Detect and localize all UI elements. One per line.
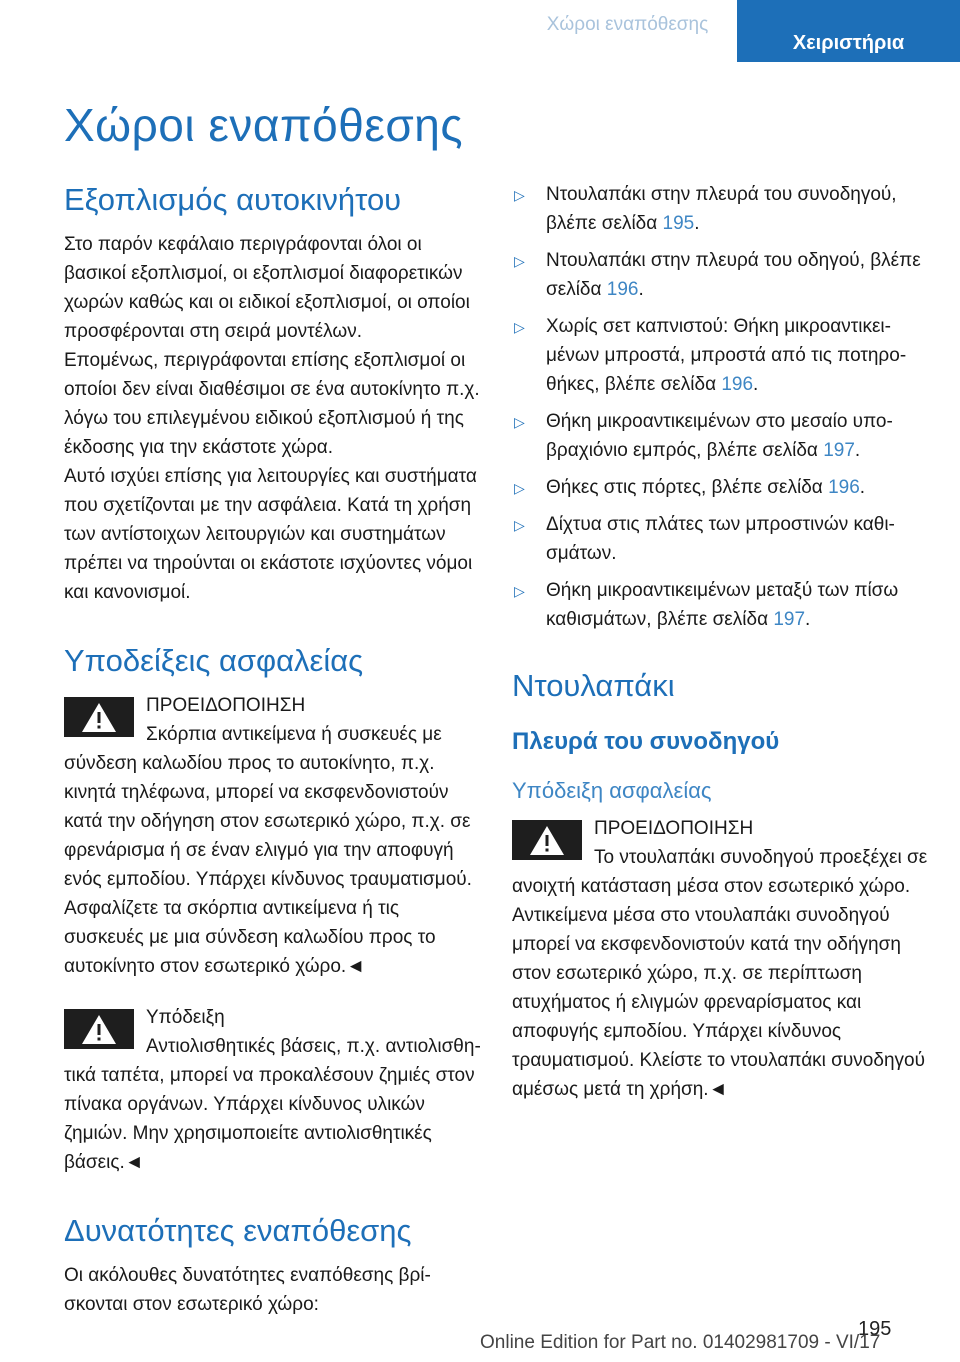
note-text: Αντιολισθητικές βάσεις, π.χ. αντιολισθητικά ταπέτα, μπορεί να προκαλέσουν ζημιές στον πίνακα οργάνων. Υπάρχει κίνδυνος υλικών ζημιών. Μην χρησιμοποιείτε αντιολισθητικές βάσεις.◄ xyxy=(64,1036,481,1173)
safety-heading: Υποδείξεις ασφαλείας xyxy=(64,643,364,678)
page-link[interactable]: 196 xyxy=(828,477,860,498)
triangle-right-icon: ▷ xyxy=(514,583,525,599)
page-title: Χώροι εναπόθεσης xyxy=(64,99,463,151)
equipment-paragraph-1: Στο παρόν κεφάλαιο περιγράφονται όλοι οι βασικοί εξοπλισμοί, οι εξοπλισμοί διαφορετικών χωρών καθώς και οι ειδικοί εξοπλισμοί, οι οποίοι προσφέρονται στη σειρά μοντέλων. xyxy=(64,234,470,342)
list-item: ▷ Ντουλαπάκι στην πλευρά του συνοδηγού, βλέπε σελίδα 195. xyxy=(512,180,930,238)
header-chapter-tab: Χειριστήρια xyxy=(737,0,960,62)
right-column xyxy=(512,180,930,1104)
page-link[interactable]: 196 xyxy=(721,374,754,395)
warning-triangle-icon xyxy=(64,697,134,737)
note-title: Υπόδειξη xyxy=(146,1007,225,1028)
list-item: ▷ Ντουλαπάκι στην πλευρά του οδηγού, βλέπε σελίδα 196. xyxy=(512,246,930,304)
equipment-paragraph-3: Αυτό ισχύει επίσης για λειτουργίες και συστήματα που σχετίζονται με την ασφάλεια. Κατά τη χρήση των αντίστοιχων λειτουργιών και συστημάτων πρέπει να τηρούνται οι εκάστοτε ισχύοντες νόμοι και κανονισμοί. xyxy=(64,466,477,603)
page-link[interactable]: 196 xyxy=(606,279,639,300)
glovebox-heading: Ντουλαπάκι xyxy=(512,668,675,703)
equipment-paragraph-2: Επομένως, περιγράφονται επίσης εξοπλισμοί οι οποίοι δεν είναι διαθέσιμοι σε ένα αυτοκίνητο π.χ. λόγω του επιλεγμένου ειδικού εξοπλισμού ή της έκδοσης για την εκάστοτε χώρα. xyxy=(64,350,480,458)
triangle-right-icon: ▷ xyxy=(514,414,525,430)
header-section-title: Χώροι εναπόθεσης xyxy=(546,14,709,35)
page-number: 195 xyxy=(858,1318,892,1340)
left-column xyxy=(64,180,482,1319)
warning-title: ΠΡΟΕΙΔΟΠΟΙΗΣΗ xyxy=(146,695,306,716)
footer-edition: Online Edition for Part no. 01402981709 - VI/17 xyxy=(480,1332,881,1353)
list-item: ▷ Χωρίς σετ καπνιστού: Θήκη μικροαντικειμένων μπροστά, μπροστά από τις ποτηροθήκες, βλέπε σελίδα 196. xyxy=(512,312,930,399)
equipment-heading: Εξοπλισμός αυτοκινήτου xyxy=(64,182,402,217)
safety-subheading: Υπόδειξη ασφαλείας xyxy=(512,778,712,803)
warning-text: Το ντουλαπάκι συνοδηγού προεξέχει σε ανοιχτή κατάσταση μέσα στον εσωτερικό χώρο. Αντικείμενα μέσα στο ντουλαπάκι συνοδηγού μπορεί να εκσφενδονιστούν κατά την οδήγηση στον εσωτερικό χώρο, π.χ. σε περίπτωση ατυχήματος ή ελιγμών φρεναρίσματος και αποφυγής εμποδίου. Υπάρχει κίνδυνος τραυματισμού. Κλείστε το ντουλαπάκι συνοδηγού αμέσως μετά τη χρήση.◄ xyxy=(512,847,928,1100)
page-link[interactable]: 197 xyxy=(773,609,806,630)
triangle-right-icon: ▷ xyxy=(514,517,525,533)
triangle-right-icon: ▷ xyxy=(514,253,525,269)
page-link[interactable]: 197 xyxy=(823,440,855,461)
triangle-right-icon: ▷ xyxy=(514,187,525,203)
warning-text: Σκόρπια αντικείμενα ή συσκευές με σύνδεση καλωδίου προς το αυτοκίνητο, π.χ. κινητά τηλέφωνα, μπορεί να εκσφενδονιστούν κατά την οδήγηση στον εσωτερικό χώρο, π.χ. σε φρενάρισμα ή σε έναν ελιγμό για την αποφυγή ενός εμποδίου. Υπάρχει κίνδυνος τραυματισμού. Ασφαλίζετε τα σκόρπια αντικείμενα ή τις συσκευές με μια σύνδεση καλωδίου προς το αυτοκίνητο στον εσωτερικό χώρο.◄ xyxy=(64,724,472,977)
passenger-side-heading: Πλευρά του συνοδηγού xyxy=(512,728,780,755)
note-block xyxy=(64,1003,482,1177)
warning-block xyxy=(512,814,930,1104)
list-item: ▷ Δίχτυα στις πλάτες των μπροστινών καθισμάτων. xyxy=(512,510,930,568)
storage-heading: Δυνατότητες εναπόθεσης xyxy=(64,1213,412,1248)
warning-title: ΠΡΟΕΙΔΟΠΟΙΗΣΗ xyxy=(594,818,754,839)
storage-list xyxy=(512,180,930,634)
storage-paragraph: Οι ακόλουθες δυνατότητες εναπόθεσης βρίσκονται στον εσωτερικό χώρο: xyxy=(64,1265,431,1315)
warning-triangle-icon xyxy=(64,1009,134,1049)
page-link[interactable]: 195 xyxy=(662,213,695,234)
list-item: ▷ Θήκη μικροαντικειμένων μεταξύ των πίσω καθισμάτων, βλέπε σελίδα 197. xyxy=(512,576,930,634)
triangle-right-icon: ▷ xyxy=(514,480,525,496)
warning-block xyxy=(64,691,482,981)
warning-triangle-icon xyxy=(512,820,582,860)
triangle-right-icon: ▷ xyxy=(514,319,525,335)
list-item: ▷ Θήκη μικροαντικειμένων στο μεσαίο υποβραχιόνιο εμπρός, βλέπε σελίδα 197. xyxy=(512,407,930,465)
list-item: ▷ Θήκες στις πόρτες, βλέπε σελίδα 196. xyxy=(512,473,930,502)
